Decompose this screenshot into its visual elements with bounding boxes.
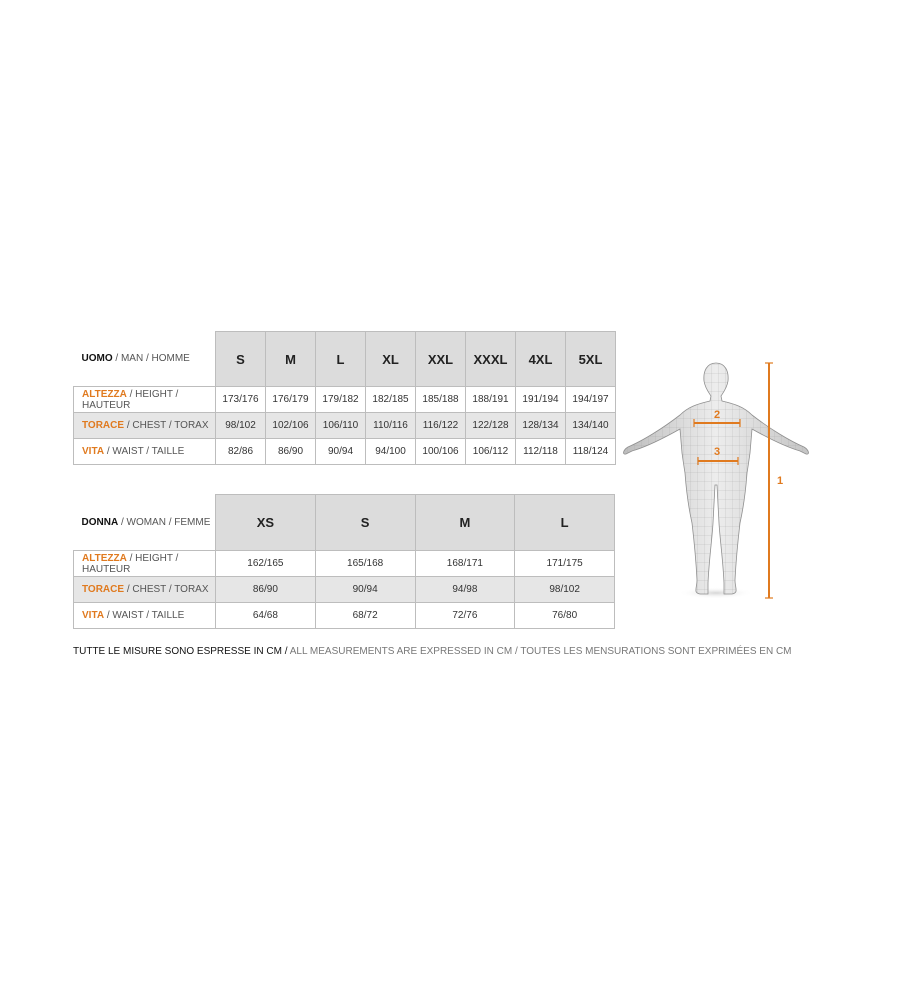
table-cell: 90/94 bbox=[315, 577, 415, 603]
women-size-header: XS bbox=[216, 495, 316, 551]
table-cell: 82/86 bbox=[216, 439, 266, 465]
table-cell: 168/171 bbox=[415, 551, 515, 577]
women-size-header: L bbox=[515, 495, 615, 551]
women-chest-row bbox=[74, 577, 615, 603]
men-height-row bbox=[74, 387, 616, 413]
table-cell: 76/80 bbox=[515, 603, 615, 629]
table-cell: 86/90 bbox=[216, 577, 316, 603]
table-cell: 188/191 bbox=[466, 387, 516, 413]
women-chest-label: TORACE / CHEST / TORAX bbox=[74, 577, 216, 603]
table-cell: 182/185 bbox=[366, 387, 416, 413]
men-size-header: S bbox=[216, 332, 266, 387]
men-size-table bbox=[73, 331, 616, 465]
table-cell: 165/168 bbox=[315, 551, 415, 577]
table-cell: 90/94 bbox=[316, 439, 366, 465]
table-cell: 191/194 bbox=[516, 387, 566, 413]
table-cell: 162/165 bbox=[216, 551, 316, 577]
table-cell: 68/72 bbox=[315, 603, 415, 629]
table-cell: 122/128 bbox=[466, 413, 516, 439]
table-cell: 64/68 bbox=[216, 603, 316, 629]
women-waist-row bbox=[74, 603, 615, 629]
men-waist-row bbox=[74, 439, 616, 465]
table-cell: 176/179 bbox=[266, 387, 316, 413]
table-cell: 98/102 bbox=[216, 413, 266, 439]
women-title-sub: / WOMAN / FEMME bbox=[118, 516, 211, 528]
table-cell: 98/102 bbox=[515, 577, 615, 603]
men-size-header: 4XL bbox=[516, 332, 566, 387]
table-cell: 194/197 bbox=[566, 387, 616, 413]
men-chest-label: TORACE / CHEST / TORAX bbox=[74, 413, 216, 439]
table-cell: 86/90 bbox=[266, 439, 316, 465]
men-size-header: XXXL bbox=[466, 332, 516, 387]
footnote-main: TUTTE LE MISURE SONO ESPRESSE IN CM / bbox=[73, 646, 290, 657]
men-title-sub: / MAN / HOMME bbox=[112, 353, 190, 365]
men-size-header: 5XL bbox=[566, 332, 616, 387]
men-size-header: XXL bbox=[416, 332, 466, 387]
table-cell: 112/118 bbox=[516, 439, 566, 465]
table-cell: 118/124 bbox=[566, 439, 616, 465]
floor-shadow bbox=[678, 587, 754, 599]
women-header-row bbox=[74, 495, 615, 551]
table-cell: 116/122 bbox=[416, 413, 466, 439]
body-measurement-figure bbox=[620, 355, 820, 605]
women-waist-label: VITA / WAIST / TAILLE bbox=[74, 603, 216, 629]
table-cell: 179/182 bbox=[316, 387, 366, 413]
men-title-main: UOMO bbox=[81, 353, 113, 365]
women-size-header: S bbox=[315, 495, 415, 551]
women-title bbox=[74, 495, 216, 551]
footnote-sub: ALL MEASUREMENTS ARE EXPRESSED IN CM / TOUTES LES MENSURATIONS SONT EXPRIMÉES EN CM bbox=[289, 646, 792, 657]
table-cell: 94/98 bbox=[415, 577, 515, 603]
table-cell: 173/176 bbox=[216, 387, 266, 413]
men-waist-label: VITA / WAIST / TAILLE bbox=[74, 439, 216, 465]
table-cell: 134/140 bbox=[566, 413, 616, 439]
men-header-row bbox=[74, 332, 616, 387]
men-size-header: XL bbox=[366, 332, 416, 387]
waist-marker: 3 bbox=[713, 446, 721, 458]
measurement-footnote bbox=[73, 646, 792, 657]
table-cell: 106/110 bbox=[316, 413, 366, 439]
men-size-header: M bbox=[266, 332, 316, 387]
women-size-table bbox=[73, 494, 615, 629]
women-size-header: M bbox=[415, 495, 515, 551]
women-height-label: ALTEZZA / HEIGHT / HAUTEUR bbox=[74, 551, 216, 577]
table-cell: 100/106 bbox=[416, 439, 466, 465]
table-cell: 102/106 bbox=[266, 413, 316, 439]
height-marker: 1 bbox=[777, 475, 784, 487]
table-cell: 110/116 bbox=[366, 413, 416, 439]
men-height-label: ALTEZZA / HEIGHT / HAUTEUR bbox=[74, 387, 216, 413]
men-title bbox=[74, 332, 216, 387]
table-cell: 106/112 bbox=[466, 439, 516, 465]
height-measure-line bbox=[765, 363, 773, 598]
men-size-header: L bbox=[316, 332, 366, 387]
chest-marker: 2 bbox=[713, 409, 721, 421]
women-height-row bbox=[74, 551, 615, 577]
table-cell: 185/188 bbox=[416, 387, 466, 413]
women-title-main: DONNA bbox=[81, 516, 119, 528]
table-cell: 72/76 bbox=[415, 603, 515, 629]
table-cell: 94/100 bbox=[366, 439, 416, 465]
men-chest-row bbox=[74, 413, 616, 439]
table-cell: 171/175 bbox=[515, 551, 615, 577]
table-cell: 128/134 bbox=[516, 413, 566, 439]
